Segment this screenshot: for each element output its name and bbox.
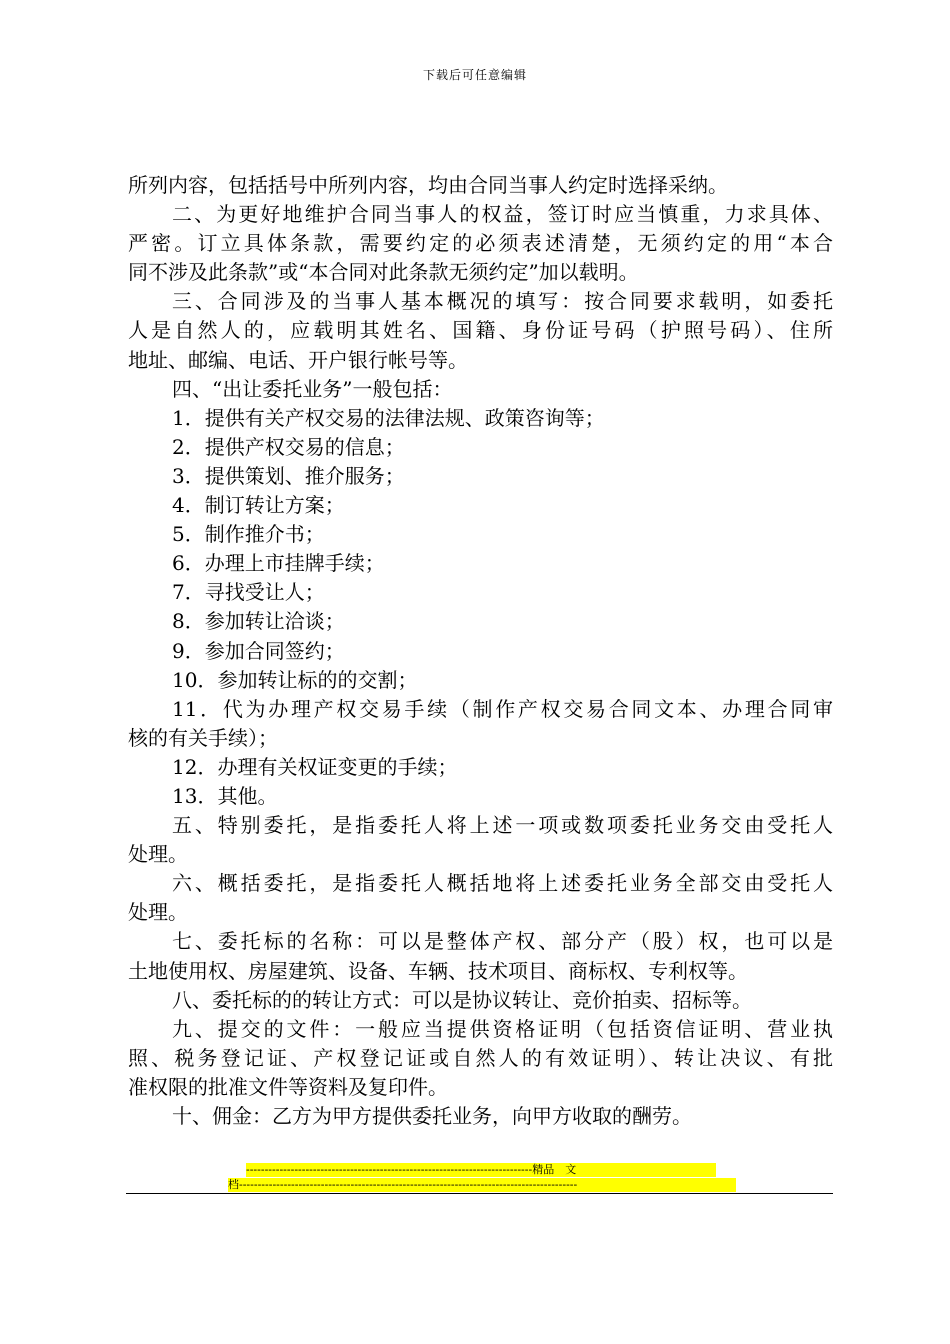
list-item: 1．提供有关产权交易的法律法规、政策咨询等； — [172, 405, 605, 430]
text-line: 处理。 — [128, 900, 188, 925]
footer-watermark-text-2: 档------------------------------------------------------------------------------------------- — [228, 1178, 736, 1192]
text-line: 六、概括委托，是指委托人概括地将上述委托业务全部交由受托人 — [172, 871, 833, 896]
list-item: 11．代为办理产权交易手续（制作产权交易合同文本、办理合同审 — [172, 696, 833, 721]
text-line: 核的有关手续）； — [128, 725, 278, 750]
document-body — [128, 171, 833, 1131]
text-line: 严密。订立具体条款，需要约定的必须表述清楚，无须约定的用“本合 — [128, 231, 833, 256]
footer-rule — [126, 1193, 833, 1194]
footer-watermark-text-1: -----------------------------------------------------------------------------精品 文 — [246, 1163, 716, 1177]
list-item: 12．办理有关权证变更的手续； — [172, 754, 458, 779]
list-item: 10．参加转让标的的交割； — [172, 667, 418, 692]
text-line: 土地使用权、房屋建筑、设备、车辆、技术项目、商标权、专利权等。 — [128, 958, 748, 983]
text-line: 七、委托标的名称：可以是整体产权、部分产（股）权，也可以是 — [172, 929, 833, 954]
footer-watermark-line-2 — [0, 1178, 950, 1192]
list-item: 13．其他。 — [172, 783, 278, 808]
text-line: 五、特别委托，是指委托人将上述一项或数项委托业务交由受托人 — [172, 813, 833, 838]
text-line: 八、委托标的的转让方式：可以是协议转让、竞价拍卖、招标等。 — [172, 987, 752, 1012]
text-line: 处理。 — [128, 842, 188, 867]
text-line: 人是自然人的，应载明其姓名、国籍、身份证号码（护照号码）、住所 — [128, 318, 833, 343]
text-line: 三、合同涉及的当事人基本概况的填写：按合同要求载明，如委托 — [172, 289, 833, 314]
list-item: 8．参加转让洽谈； — [172, 609, 345, 634]
list-item: 5．制作推介书； — [172, 522, 325, 547]
page-header: 下载后可任意编辑 — [422, 68, 527, 82]
list-item: 9．参加合同签约； — [172, 638, 345, 663]
text-line: 所列内容，包括括号中所列内容，均由合同当事人约定时选择采纳。 — [128, 173, 728, 197]
text-line: 四、“出让委托业务”一般包括： — [172, 376, 453, 401]
text-line: 准权限的批准文件等资料及复印件。 — [128, 1074, 448, 1099]
text-line: 二、为更好地维护合同当事人的权益，签订时应当慎重，力求具体、 — [172, 202, 833, 227]
footer-watermark-line-1 — [0, 1163, 950, 1177]
text-line: 照、税务登记证、产权登记证或自然人的有效证明）、转让决议、有批 — [128, 1045, 833, 1070]
list-item: 7．寻找受让人； — [172, 580, 325, 605]
text-line: 地址、邮编、电话、开户银行帐号等。 — [128, 347, 468, 372]
list-item: 3．提供策划、推介服务； — [172, 463, 405, 488]
list-item: 2．提供产权交易的信息； — [172, 434, 405, 459]
text-line: 十、佣金：乙方为甲方提供委托业务，向甲方收取的酬劳。 — [172, 1104, 692, 1128]
list-item: 4．制订转让方案； — [172, 493, 345, 518]
text-line: 九、提交的文件：一般应当提供资格证明（包括资信证明、营业执 — [172, 1016, 833, 1041]
text-line: 同不涉及此条款”或“本合同对此条款无须约定”加以载明。 — [128, 260, 639, 285]
list-item: 6．办理上市挂牌手续； — [172, 551, 385, 576]
